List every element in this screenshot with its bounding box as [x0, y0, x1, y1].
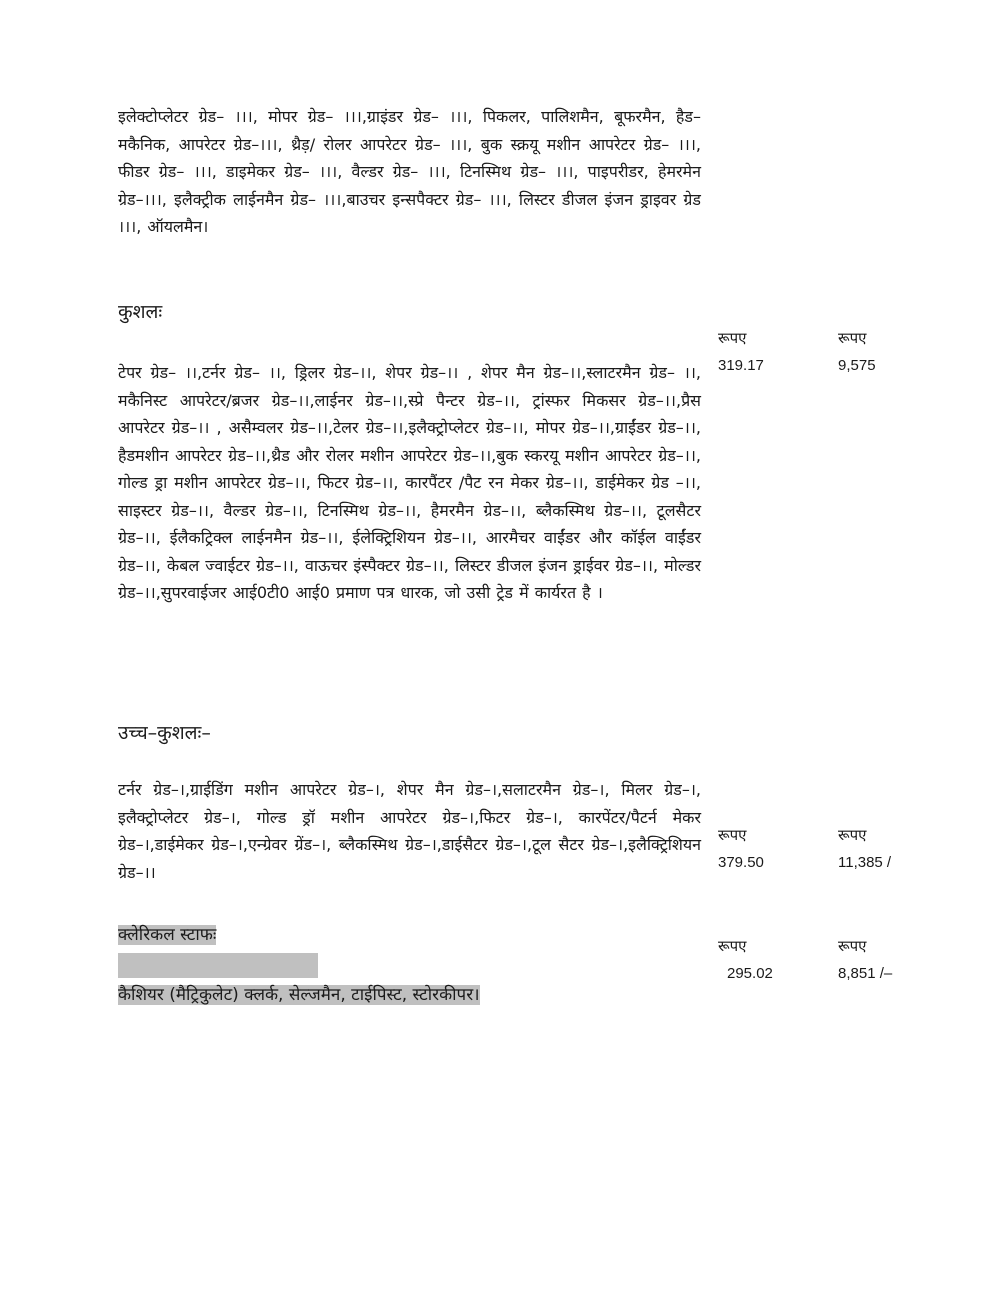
clerical-heading-text: क्लेरिकल स्टाफः: [118, 925, 217, 945]
skilled-unit-daily: रूपए: [718, 329, 747, 347]
clerical-roles: [118, 983, 480, 1007]
skilled-daily-rate: 319.17: [718, 357, 764, 374]
skilled-unit-monthly: रूपए: [838, 329, 867, 347]
highly-skilled-paragraph: टर्नर ग्रेड–।,ग्राईडिंग मशीन आपरेटर ग्रेड–।, शेपर मैन ग्रेड–।,सलाटरमैन ग्रेड–।, मिलर ग्रेड–।, इलैक्ट्रोप्लेटर ग्रेड–।, गोल्ड ड्रॉ मशीन आपरेटर ग्रेड–।,फिटर ग्रेड–।, कारपेंटर/पैटर्न मेकर ग्रेड–।,डाईमेकर ग्रेड–।,एन्ग्रेवर ग्रेंड–।, ब्लैकस्मिथ ग्रेड–।,डाईसैटर ग्रेड–।,टूल सैटर ग्रेड–।,इलैक्ट्रिशियन ग्रेड–।।: [118, 780, 701, 882]
skilled-heading: कुशलः: [118, 301, 163, 323]
highly-skilled-unit-monthly: रूपए: [838, 826, 867, 844]
clerical-roles-text: कैशियर (मैट्रिकुलेट) क्लर्क, सेल्जमैन, टाईपिस्ट, स्टोरकीपर।: [118, 985, 480, 1005]
highly-skilled-daily-rate: 379.50: [718, 854, 764, 871]
intro-paragraph: इलेक्टोप्लेटर ग्रेड– ।।।, मोपर ग्रेड– ।।।,ग्राइंडर ग्रेड– ।।।, पिकलर, पालिशमैन, बूफरमैन, हैड–मकैनिक, आपरेटर ग्रेड–।।।, थ्रैड़/ रोलर आपरेटर ग्रेड– ।।।, बुक स्क्रयू मशीन आपरेटर ग्रेड– ।।।, फीडर ग्रेड– ।।।, डाइमेकर ग्रेड– ।।।, वैल्डर ग्रेड– ।।।, टिनस्मिथ ग्रेड– ।।।, पाइपरीडर, हेमरमेन ग्रेड–।।।, इलैक्ट्रीक लाईनमैन ग्रेड– ।।।,बाउचर इन्सपैक्टर ग्रेड– ।।।, लिस्टर डीजल इंजन ड्राइवर ग्रेड ।।।, ऑयलमैन।: [118, 107, 701, 236]
skilled-paragraph: टेपर ग्रेड– ।।,टर्नर ग्रेड– ।।, ड्रिलर ग्रेड–।।, शेपर ग्रेड–।। , शेपर मैन ग्रेड–।।,स्लाटरमैन ग्रेड– ।।, मकैनिस्ट आपरेटर/ब्रजर ग्रेड–।।,लाईनर ग्रेड–।।,स्प्रे पैन्टर ग्रेड–।।, ट्रांस्फर मिकसर ग्रेड–।।,प्रैस आपरेटर ग्रेड–।। , असैम्वलर ग्रेड–।।,टेलर ग्रेड–।।,इलैक्ट्रोप्लेटर ग्रेड–।।, मोपर ग्रेड–।।,ग्राईंडर ग्रेड–।।, हैडमशीन आपरेटर ग्रेड–।।,थ्रैड और रोलर मशीन आपरेटर ग्रेड–।।,बुक स्करयू मशीन आपरेटर ग्रेड–।।, गोल्ड ड्रा मशीन आपरेटर ग्रेड–।।, फिटर ग्रेड–।।, कारपैंटर /पैट रन मेकर ग्रेड–।।, डाईमेकर ग्रेड –।।, साइस्टर ग्रेड–।।, वैल्डर ग्रेड–।।, टिनस्मिथ ग्रेड–।।, हैमरमैन ग्रेड–।।, ब्लैकस्मिथ ग्रेड–।।, टूलसैटर ग्रेड–।।, ईलैकट्रिक्ल लाईनमैन ग्रेड–।।, ईलेक्ट्रिशियन ग्रेड–।।, आरमैचर वाईंडर और कॉईल वाईंडर ग्रेड–।।, केबल ज्वाईटर ग्रेड–।।, वाऊचर इंस्पैक्टर ग्रेड–।।, लिस्टर डीजल इंजन ड्राईवर ग्रेड–।।, मोल्डर ग्रेड–।।,सुपरवाईजर आई0टी0 आई0 प्रमाण पत्र धारक, जो उसी ट्रेड में कार्यरत है ।: [118, 363, 701, 602]
highly-skilled-monthly-rate: 11,385 /: [838, 854, 892, 871]
highly-skilled-unit-daily: रूपए: [718, 826, 747, 844]
highlight-block: [118, 953, 318, 978]
clerical-heading: [118, 923, 216, 947]
clerical-daily-rate: 295.02: [727, 965, 773, 982]
clerical-monthly-rate: 8,851 /–: [838, 965, 893, 982]
skilled-monthly-rate: 9,575: [838, 357, 876, 374]
clerical-unit-monthly: रूपए: [838, 937, 867, 955]
highly-skilled-heading: उच्च–कुशलः–: [118, 722, 211, 744]
clerical-unit-daily: रूपए: [718, 937, 747, 955]
